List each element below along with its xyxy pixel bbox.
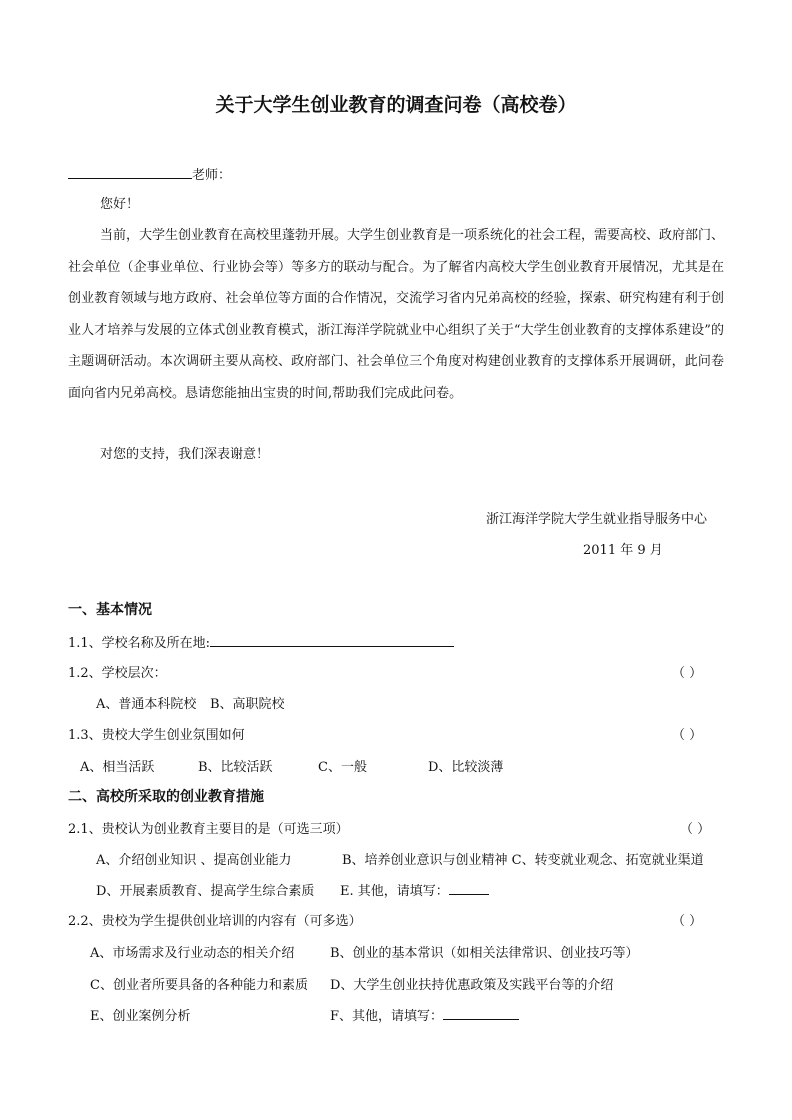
salutation-line — [68, 164, 231, 183]
option-1-2-a[interactable]: A、普通本科院校 — [96, 697, 197, 712]
other-fill-blank[interactable] — [443, 1006, 519, 1020]
option-2-2-c[interactable]: C、创业者所要具备的各种能力和素质 — [90, 978, 308, 993]
option-2-2-b[interactable]: B、创业的基本常识（如相关法律常识、创业技巧等） — [330, 946, 639, 961]
answer-paren-1-3[interactable]: （ ） — [672, 728, 703, 743]
option-1-3-d[interactable]: D、比较淡薄 — [428, 760, 504, 775]
section-heading-basic: 一、基本情况 — [68, 602, 152, 618]
option-2-1-a[interactable]: A、介绍创业知识 、提高创业能力 — [96, 853, 292, 868]
option-1-3-c[interactable]: C、一般 — [318, 760, 367, 775]
answer-paren-1-2[interactable]: （ ） — [672, 666, 703, 681]
option-2-2-d[interactable]: D、大学生创业扶持优惠政策及实践平台等的介绍 — [330, 978, 614, 993]
option-2-1-e — [340, 880, 489, 899]
answer-paren-2-1[interactable]: （ ） — [680, 822, 711, 837]
signature-org: 浙江海洋学院大学生就业指导服务中心 — [486, 512, 708, 527]
page-title: 关于大学生创业教育的调查问卷（高校卷） — [215, 94, 577, 116]
question-2-2-label: 2.2、贵校为学生提供创业培训的内容有（可多选） — [68, 914, 362, 929]
option-2-1-bc[interactable]: B、培养创业意识与创业精神 C、转变就业观念、拓宽就业渠道 — [342, 853, 704, 868]
question-1-1 — [68, 632, 454, 651]
option-1-3-a[interactable]: A、相当活跃 — [80, 760, 155, 775]
question-label: 1.1、学校名称及所在地: — [68, 636, 211, 651]
option-2-2-e[interactable]: E、创业案例分析 — [90, 1009, 191, 1024]
option-2-1-d[interactable]: D、开展素质教育、提高学生综合素质 — [96, 884, 315, 899]
school-name-blank[interactable] — [210, 633, 454, 647]
option-label[interactable]: E. 其他，请填写： — [340, 884, 449, 899]
option-1-2-b[interactable]: B、高职院校 — [210, 697, 285, 712]
option-2-2-f — [330, 1005, 519, 1024]
answer-paren-2-2[interactable]: （ ） — [672, 914, 703, 929]
question-1-2-label: 1.2、学校层次： — [68, 666, 167, 681]
other-fill-blank[interactable] — [449, 881, 489, 895]
question-2-1-label: 2.1、贵校认为创业教育主要目的是（可选三项） — [68, 822, 349, 837]
greeting: 您好！ — [100, 197, 140, 212]
option-2-2-a[interactable]: A、市场需求及行业动态的相关介绍 — [90, 946, 295, 961]
option-label[interactable]: F、其他，请填写： — [330, 1009, 444, 1024]
intro-text: 当前，大学生创业教育在高校里蓬勃开展。大学生创业教育是一项系统化的社会工程，需要高校、政府部门、社会单位（企事业单位、行业协会等）等多方的联动与配合。为了解省内高校大学生创业教育开展情况，尤其是在创业教育领域与地方政府、社会单位等方面的合作情况，交流学习省内兄弟高校的经验，探索、研究构建有利于创业人才培养与发展的立体式创业教育模式，浙江海洋学院就业中心组织了关于“大学生创业教育的支撑体系建设”的主题调研活动。本次调研主要从高校、政府部门、社会单位三个角度对构建创业教育的支撑体系开展调研，此问卷面向省内兄弟高校。恳请您能抽出宝贵的时间,帮助我们完成此问卷。 — [68, 228, 725, 401]
intro-paragraph — [68, 220, 724, 410]
teacher-name-blank[interactable] — [68, 165, 192, 179]
option-1-3-b[interactable]: B、比较活跃 — [198, 760, 273, 775]
salutation-suffix: 老师： — [192, 168, 232, 183]
signature-date: 2011 年 9 月 — [583, 543, 663, 558]
thanks-line: 对您的支持，我们深表谢意！ — [100, 447, 270, 462]
question-1-3-label: 1.3、贵校大学生创业氛围如何 — [68, 728, 245, 743]
section-heading-measures: 二、高校所采取的创业教育措施 — [68, 789, 264, 805]
